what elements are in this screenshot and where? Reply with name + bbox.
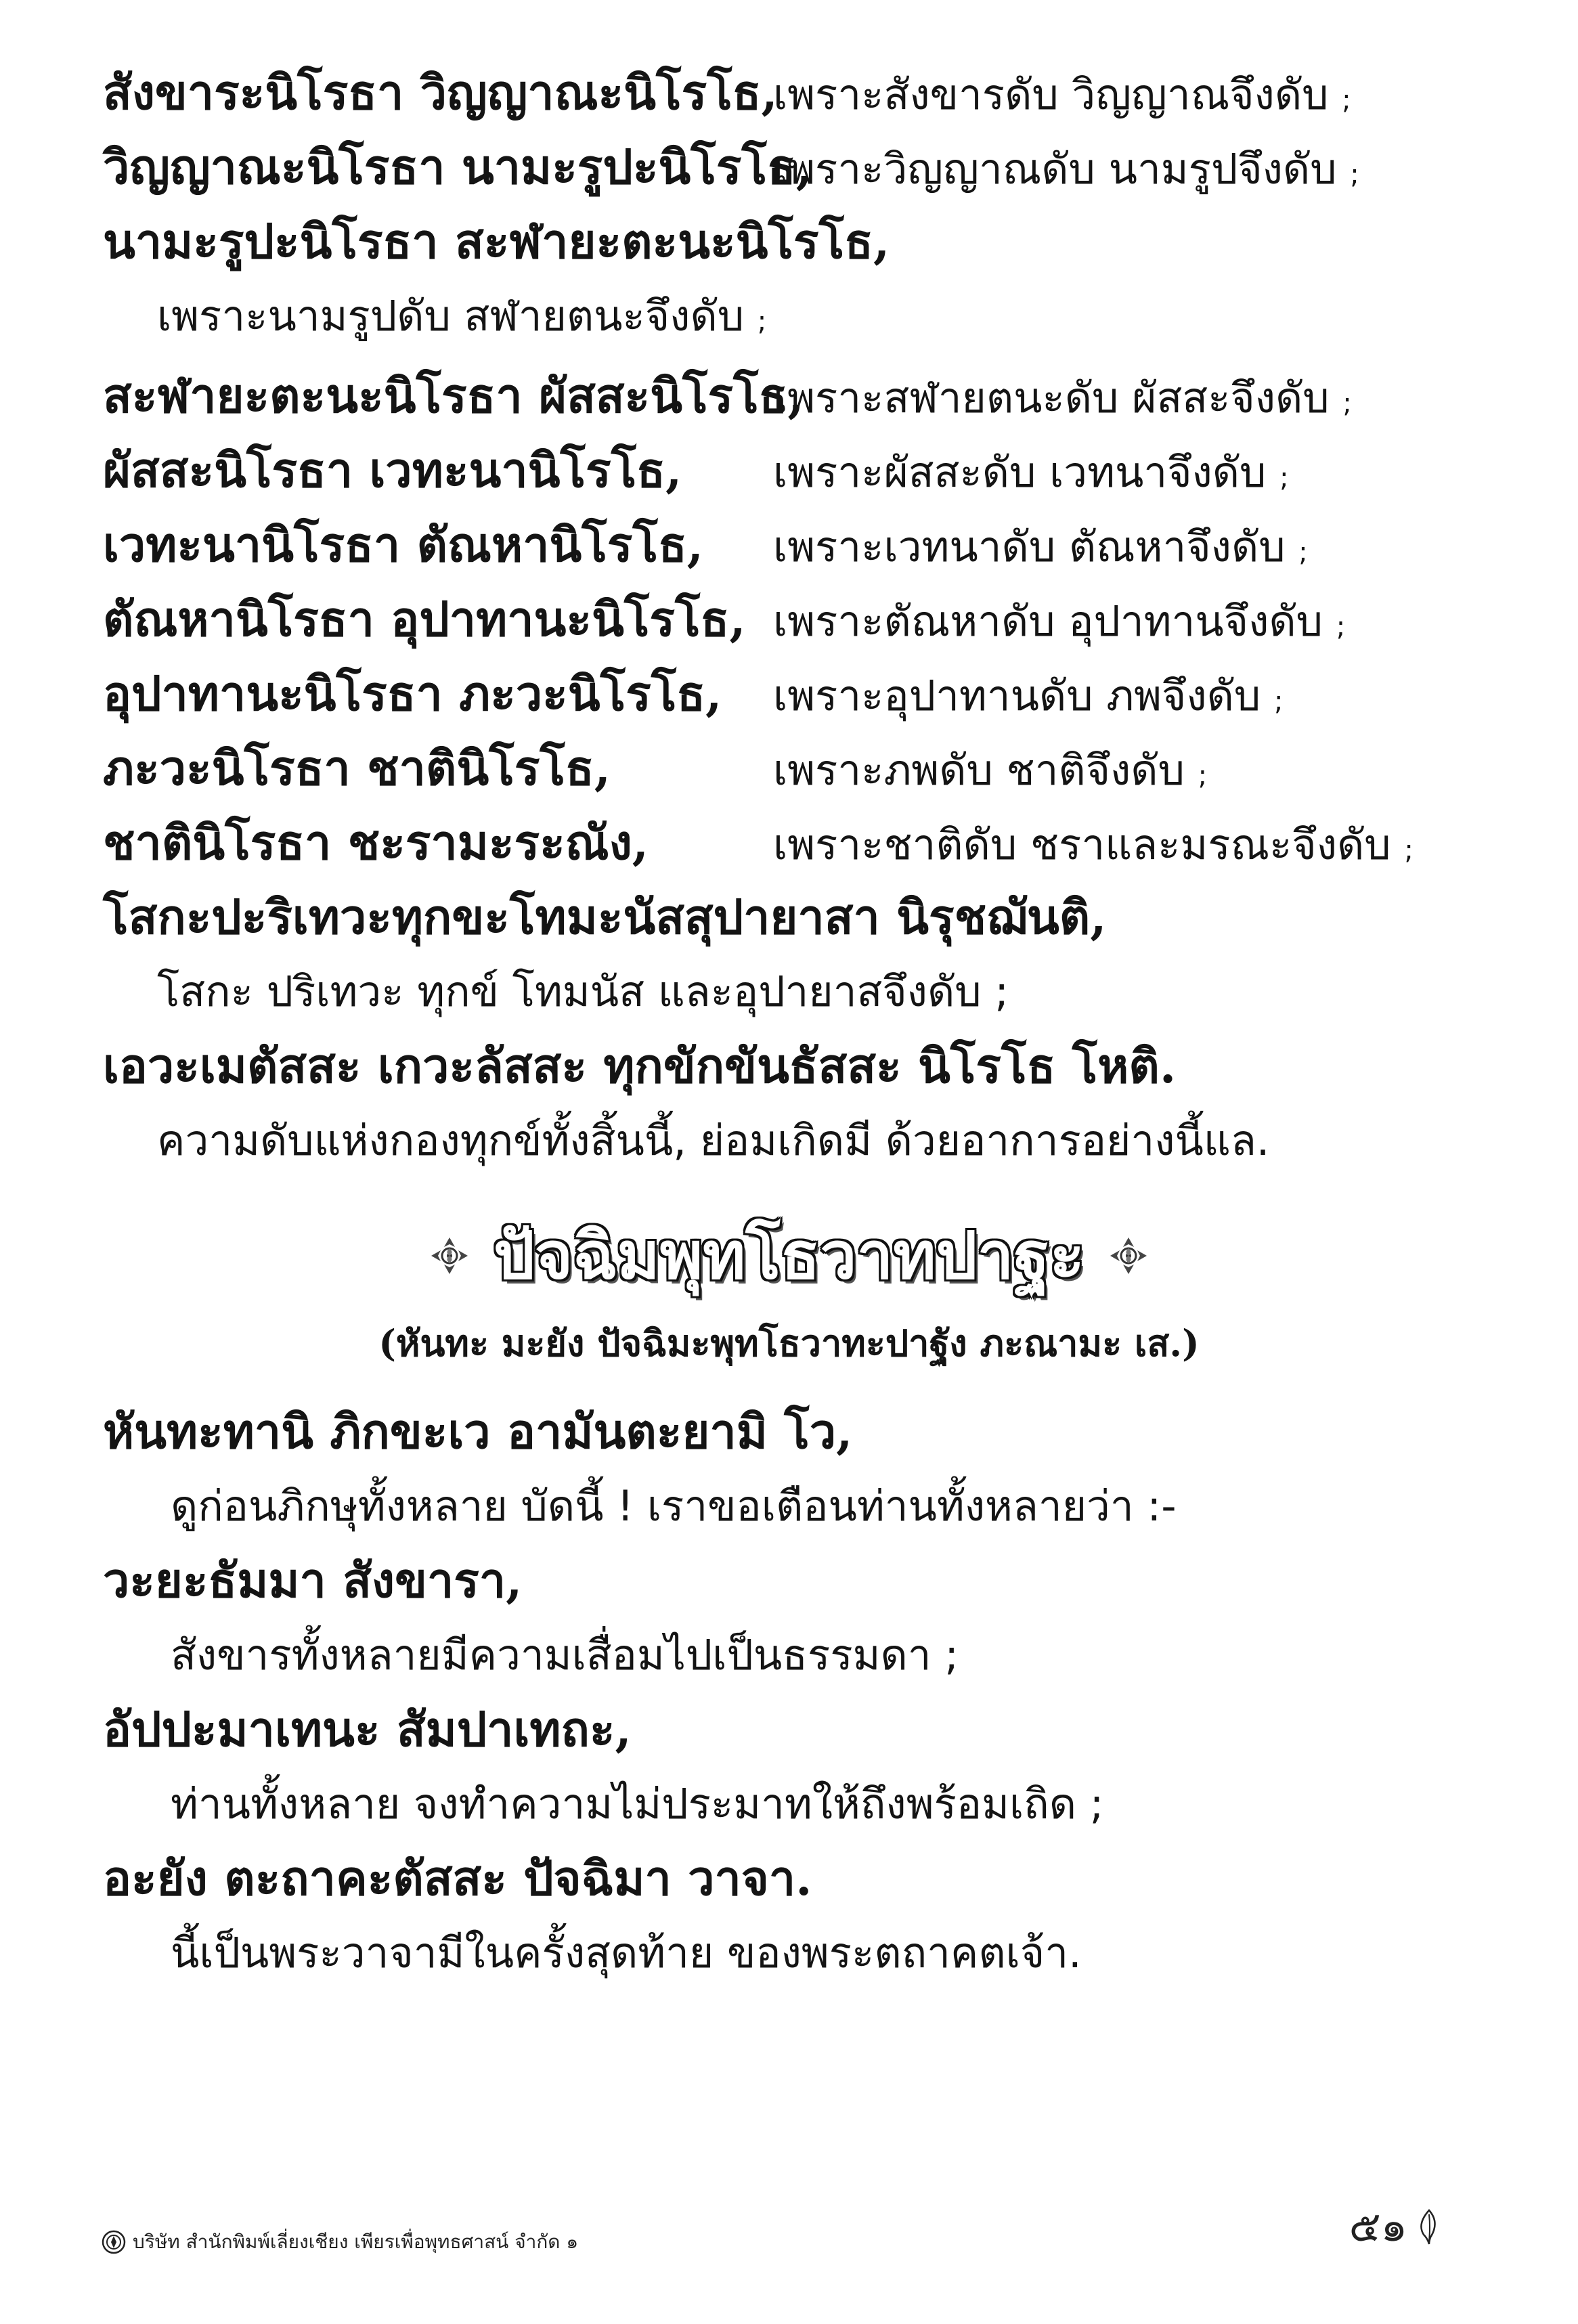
page-number: ๕๑ <box>1349 2201 1407 2251</box>
thai-translation: เพราะภพดับ ชาติจึงดับ ; <box>773 745 1208 795</box>
pali-line: ชาตินิโรธา ชะรามะระณัง, <box>103 814 649 871</box>
pali-line: อุปาทานะนิโรธา ภะวะนิโรโธ, <box>103 665 722 722</box>
pali-line: อัปปะมาเทนะ สัมปาเทถะ, <box>103 1701 632 1757</box>
pali-line: วิญญาณะนิโรธา นามะรูปะนิโรโธ, <box>103 139 813 195</box>
thai-translation: เพราะผัสสะดับ เวทนาจึงดับ ; <box>773 447 1289 497</box>
thai-translation: เพราะเวทนาดับ ตัณหาจึงดับ ; <box>773 522 1308 571</box>
heading-row <box>430 1208 1148 1303</box>
heading-title: ปัจฉิมพุทโธวาทปาฐะ <box>493 1217 1085 1294</box>
thai-translation: นี้เป็นพระวาจามีในครั้งสุดท้าย ของพระตถาคตเจ้า. <box>171 1928 1082 1977</box>
thai-translation: เพราะอุปาทานดับ ภพจึงดับ ; <box>773 671 1284 720</box>
thai-translation: เพราะนามรูปดับ สฬายตนะจึงดับ ; <box>157 291 767 341</box>
pali-line: ภะวะนิโรธา ชาตินิโรโธ, <box>103 740 611 796</box>
final-exhortation-section <box>103 1395 1484 1990</box>
publisher-logo-icon <box>102 2230 126 2254</box>
thai-translation: ดูก่อนภิกษุทั้งหลาย บัดนี้ ! เราขอเตือนท่านทั้งหลายว่า :- <box>171 1481 1177 1531</box>
pali-line: นามะรูปะนิโรธา สะฬายะตะนะนิโรโธ, <box>103 213 890 269</box>
thai-translation: ท่านทั้งหลาย จงทำความไม่ประมาทให้ถึงพร้อมเถิด ; <box>171 1779 1104 1828</box>
pali-line: ผัสสะนิโรธา เวทะนานิโรโธ, <box>103 442 682 498</box>
thai-translation: โสกะ ปริเทวะ ทุกข์ โทมนัส และอุปายาสจึงดับ ; <box>157 967 1009 1016</box>
thai-translation: สังขารทั้งหลายมีความเสื่อมไปเป็นธรรมดา ; <box>171 1630 959 1680</box>
publisher-name: บริษัท สำนักพิมพ์เลี่ยงเชียง เพียรเพื่อพุทธศาสน์ จำกัด ๑ <box>133 2231 579 2253</box>
pali-line: โสกะปะริเทวะทุกขะโทมะนัสสุปายาสา นิรุชฌันติ, <box>103 889 1107 945</box>
pali-line: อะยัง ตะถาคะตัสสะ ปัจฉิมา วาจา. <box>103 1850 812 1906</box>
publisher-footer <box>102 2227 578 2257</box>
verse-row <box>103 806 1484 880</box>
pali-line: เอวะเมตัสสะ เกวะลัสสะ ทุกขักขันธัสสะ นิโรโธ โหติ. <box>103 1038 1177 1094</box>
thai-translation: เพราะตัณหาดับ อุปาทานจึงดับ ; <box>773 596 1346 646</box>
floral-ornament-icon <box>1109 1236 1148 1275</box>
heading-subtitle: (หันทะ มะยัง ปัจฉิมะพุทโธวาทะปาฐัง ภะณามะ เส.) <box>378 1321 1200 1365</box>
verse-row <box>103 433 1484 508</box>
floral-ornament-icon <box>430 1236 469 1275</box>
page-number-block <box>1349 2193 1443 2260</box>
pali-line: วะยะธัมมา สังขารา, <box>103 1552 523 1608</box>
pali-line: ตัณหานิโรธา อุปาทานะนิโรโธ, <box>103 591 746 647</box>
thai-translation: ความดับแห่งกองทุกข์ทั้งสิ้นนี้, ย่อมเกิดมี ด้วยอาการอย่างนี้แล. <box>157 1116 1270 1165</box>
pali-line: เวทะนานิโรธา ตัณหานิโรโธ, <box>103 517 704 573</box>
thai-translation: เพราะสังขารดับ วิญญาณจึงดับ ; <box>773 70 1351 119</box>
verse-row <box>103 359 1484 433</box>
pali-line: หันทะทานิ ภิกขะเว อามันตะยามิ โว, <box>103 1403 853 1460</box>
thai-translation: เพราะสฬายตนะดับ ผัสสะจึงดับ ; <box>773 373 1352 422</box>
verse-row <box>103 508 1484 582</box>
verse-row <box>103 130 1484 204</box>
pali-line: สังขาระนิโรธา วิญญาณะนิโรโธ, <box>103 64 778 120</box>
section-heading <box>0 1208 1578 1374</box>
paticca-cessation-section <box>103 56 1484 1178</box>
pali-line: สะฬายะตะนะนิโรธา ผัสสะนิโรโธ, <box>103 368 804 424</box>
verse-row <box>103 657 1484 731</box>
leaf-icon <box>1416 2208 1443 2245</box>
verse-row <box>103 731 1484 806</box>
verse-row <box>103 56 1484 130</box>
thai-translation: เพราะชาติดับ ชราและมรณะจึงดับ ; <box>773 820 1413 869</box>
verse-row <box>103 582 1484 657</box>
thai-translation: เพราะวิญญาณดับ นามรูปจึงดับ ; <box>773 144 1359 194</box>
